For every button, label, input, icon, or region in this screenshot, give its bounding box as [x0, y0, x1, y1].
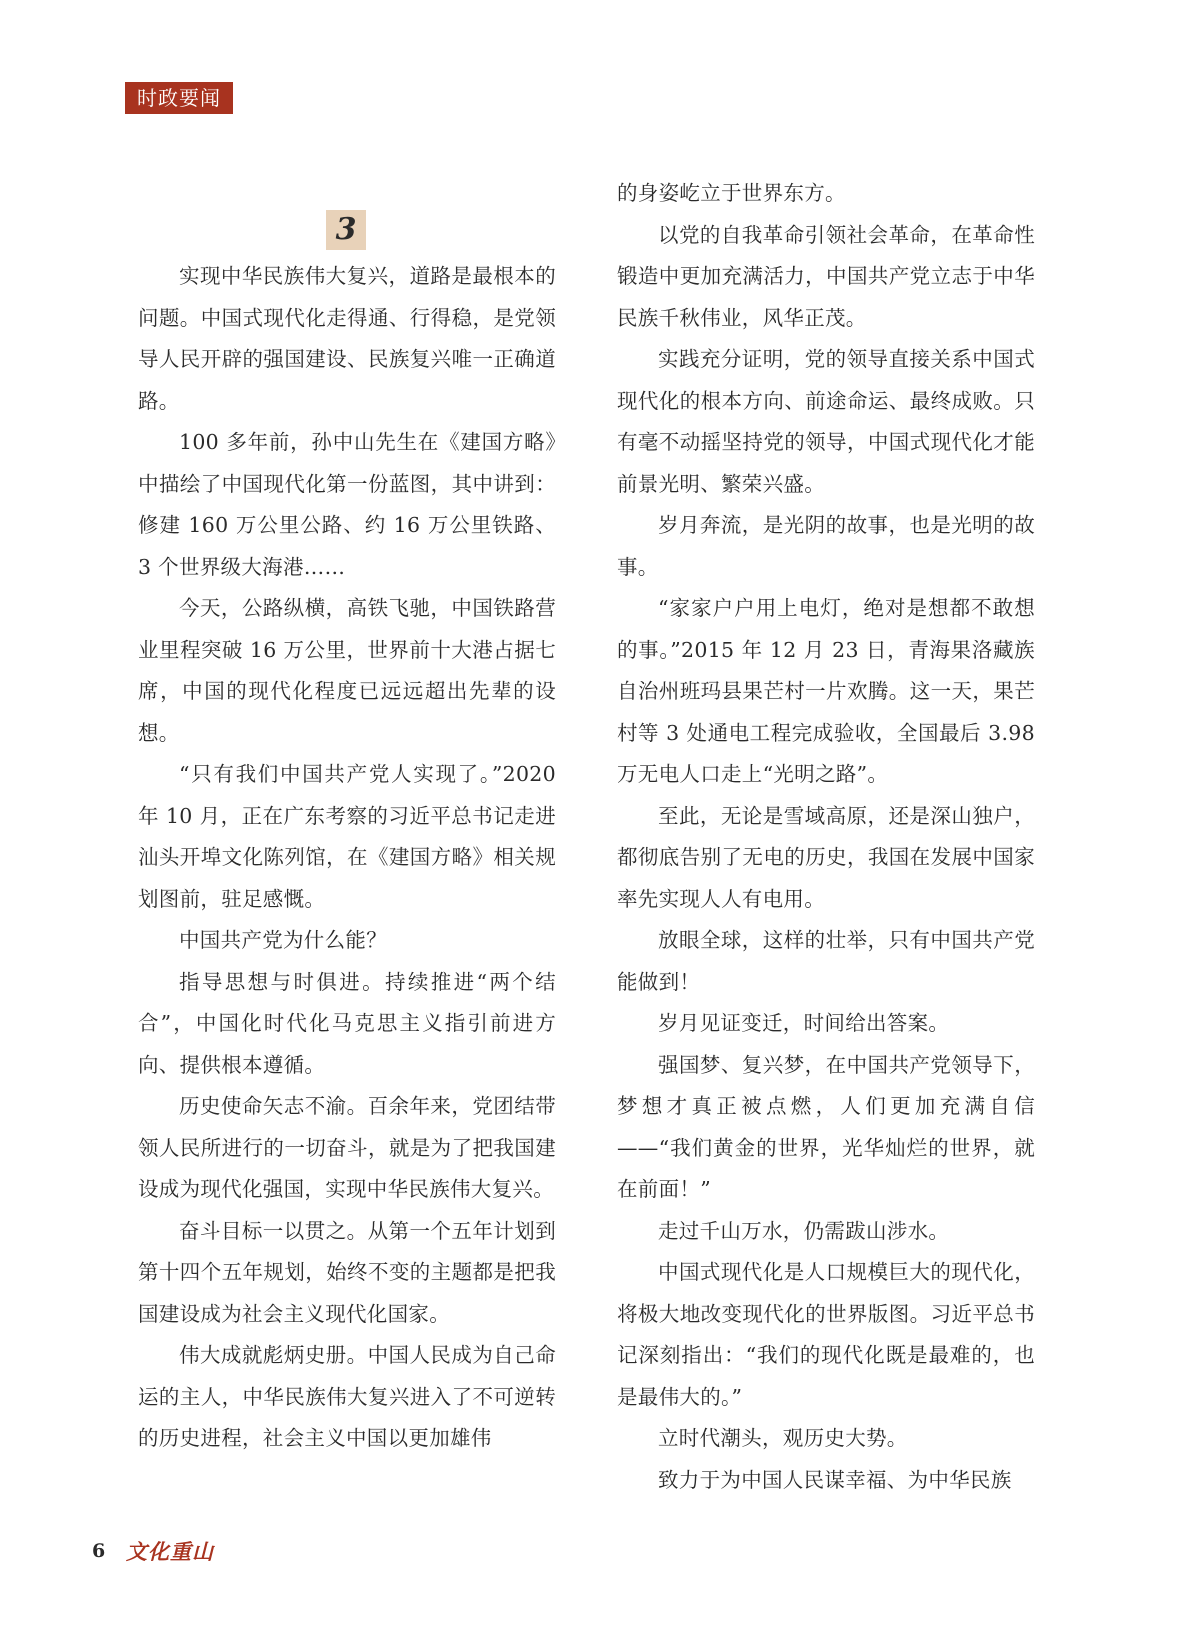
paragraph: 中国共产党为什么能？ [179, 928, 387, 952]
paragraph: 走过千山万水，仍需跋山涉水。 [658, 1218, 950, 1243]
paragraph: 中国式现代化是人口规模巨大的现代化，将极大地改变现代化的世界版图。习近平总书记深刻指出：“我们的现代化既是最难的，也是最伟大的。” [617, 1260, 1035, 1409]
paragraph: 历史使命矢志不渝。百余年来，党团结带领人民所进行的一切奋斗，就是为了把我国建设成为现代化强国，实现中华民族伟大复兴。 [138, 1094, 556, 1201]
paragraph-continuation: 的身姿屹立于世界东方。 [617, 181, 846, 205]
article-column-right [617, 173, 1035, 1501]
paragraph: 至此，无论是雪域高原，还是深山独户，都彻底告别了无电的历史，我国在发展中国家率先实现人人有电用。 [617, 803, 1035, 911]
paragraph: 立时代潮头，观历史大势。 [658, 1426, 908, 1450]
paragraph: 实践充分证明，党的领导直接关系中国式现代化的根本方向、前途命运、最终成败。只有毫不动摇坚持党的领导，中国式现代化才能前景光明、繁荣兴盛。 [617, 347, 1035, 496]
paragraph: 岁月奔流，是光阴的故事，也是光明的故事。 [617, 513, 1035, 579]
paragraph: 伟大成就彪炳史册。中国人民成为自己命运的主人，中华民族伟大复兴进入了不可逆转的历史进程，社会主义中国以更加雄伟 [138, 1343, 556, 1450]
section-number-badge: 3 [326, 210, 366, 250]
paragraph: 放眼全球，这样的壮举，只有中国共产党能做到！ [617, 928, 1035, 994]
paragraph: 实现中华民族伟大复兴，道路是最根本的问题。中国式现代化走得通、行得稳，是党领导人民开辟的强国建设、民族复兴唯一正确道路。 [138, 264, 556, 413]
paragraph: 岁月见证变迁，时间给出答案。 [658, 1011, 950, 1035]
paragraph: 指导思想与时俱进。持续推进“两个结合”，中国化时代化马克思主义指引前进方向、提供根本遵循。 [138, 969, 556, 1077]
paragraph: 奋斗目标一以贯之。从第一个五年计划到第十四个五年规划，始终不变的主题都是把我国建设成为社会主义现代化国家。 [138, 1218, 556, 1326]
paragraph: “家家户户用上电灯，绝对是想都不敢想的事。”2015 年 12 月 23 日，青海果洛藏族自治州班玛县果芒村一片欢腾。这一天，果芒村等 3 处通电工程完成验收，全国最后 3.98 万无电人口走上“光明之路”。 [617, 596, 1035, 786]
paragraph: 强国梦、复兴梦，在中国共产党领导下，梦想才真正被点燃，人们更加充满自信——“我们黄金的世界，光华灿烂的世界，就在前面！” [617, 1052, 1035, 1201]
paragraph: “只有我们中国共产党人实现了。”2020 年 10 月，正在广东考察的习近平总书记走进汕头开埠文化陈列馆，在《建国方略》相关规划图前，驻足感慨。 [138, 762, 556, 911]
article-column-left [138, 256, 556, 1460]
paragraph: 以党的自我革命引领社会革命，在革命性锻造中更加充满活力，中国共产党立志于中华民族千秋伟业，风华正茂。 [617, 222, 1035, 330]
page-number: 6 [92, 1540, 106, 1562]
magazine-logo: 文化重山 [126, 1539, 214, 1564]
paragraph: 致力于为中国人民谋幸福、为中华民族 [658, 1467, 1012, 1492]
paragraph: 100 多年前，孙中山先生在《建国方略》中描绘了中国现代化第一份蓝图，其中讲到：修建 160 万公里公路、约 16 万公里铁路、3 个世界级大海港…… [138, 430, 556, 579]
section-tag: 时政要闻 [125, 82, 233, 114]
paragraph: 今天，公路纵横，高铁飞驰，中国铁路营业里程突破 16 万公里，世界前十大港占据七席，中国的现代化程度已远远超出先辈的设想。 [138, 596, 556, 745]
